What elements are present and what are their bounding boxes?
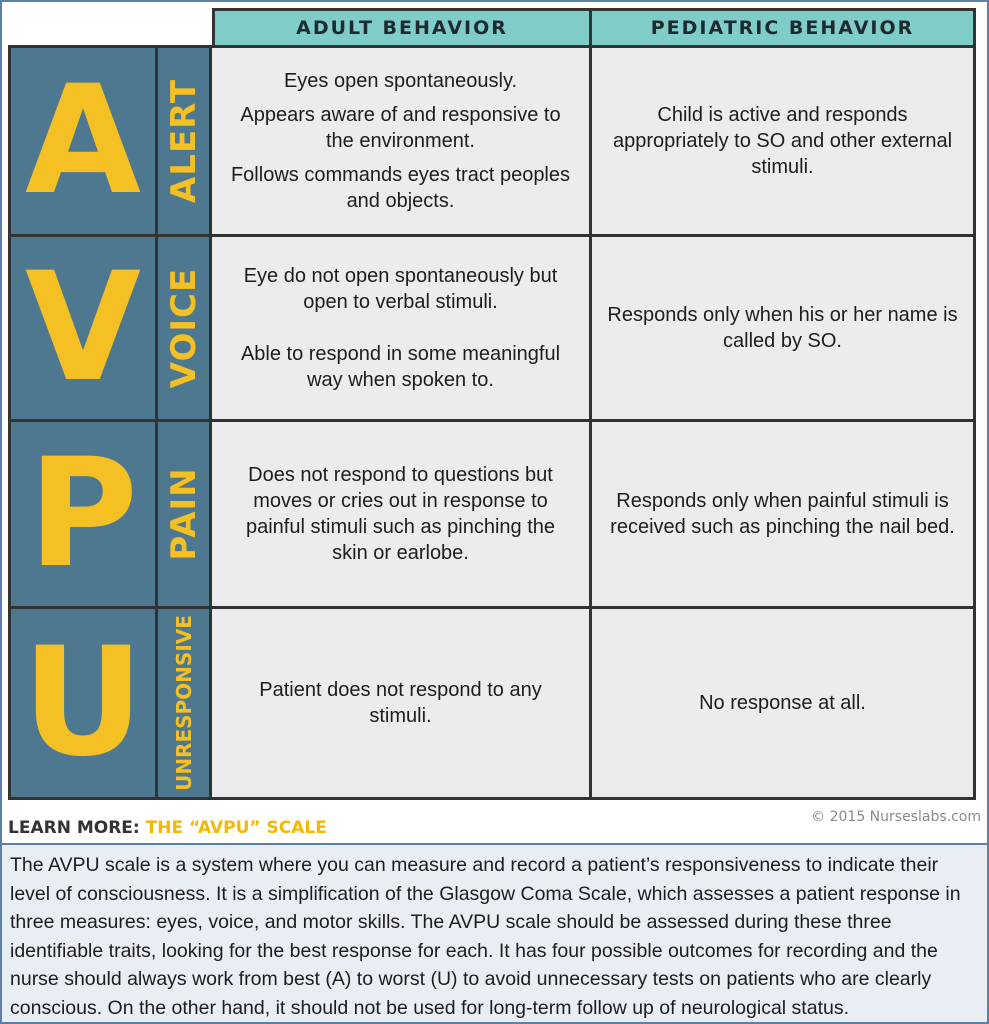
learn-more-title: THE “AVPU” SCALE [145,818,327,838]
table-row-voice [8,234,976,422]
header-pediatric-behavior: PEDIATRIC BEHAVIOR [592,8,976,48]
letter-v: V [8,234,158,422]
letter-u: U [8,606,158,800]
cell-text: Eye do not open spontaneously but open to verbal stimuli. [243,265,558,313]
cell-pain-adult [212,419,592,609]
cell-text: Does not respond to questions but moves or cries out in response to painful stimuli such as pinching the skin or earlobe. [245,464,556,564]
table-row-alert [8,45,976,237]
letter-p: P [8,419,158,609]
cell-unresponsive-adult [212,606,592,800]
cell-unresponsive-pediatric [592,606,976,800]
label-voice [158,234,212,422]
cell-text: Responds only when painful stimuli is received such as pinching the nail bed. [610,490,955,538]
label-pain-text: PAIN [163,467,204,561]
cell-text: No response at all. [699,692,866,714]
label-pain [158,419,212,609]
label-alert [158,45,212,237]
cell-alert-adult [212,45,592,237]
copyright-notice: © 2015 Nurseslabs.com [811,809,981,825]
cell-text: Follows commands eyes tract peoples and objects. [230,164,571,212]
table-row-pain [8,419,976,609]
table-row-unresponsive [8,606,976,800]
header-adult-behavior: ADULT BEHAVIOR [212,8,592,48]
cell-text: Patient does not respond to any stimuli. [259,679,542,727]
table-header [212,8,976,48]
cell-pain-pediatric [592,419,976,609]
cell-voice-adult [212,234,592,422]
cell-alert-pediatric [592,45,976,237]
cell-text: Eyes open spontaneously. [283,70,518,92]
cell-text: Responds only when his or her name is called by SO. [607,304,958,352]
label-voice-text: VOICE [163,267,204,389]
learn-more-heading [8,818,327,838]
cell-text: Able to respond in some meaningful way when spoken to. [240,343,561,391]
label-unresponsive-text: UNRESPONSIVE [171,615,196,791]
label-unresponsive [158,606,212,800]
label-alert-text: ALERT [163,78,204,204]
learn-more-prefix: LEARN MORE: [8,818,140,838]
cell-text: Appears aware of and responsive to the environment. [240,104,561,152]
cell-voice-pediatric [592,234,976,422]
letter-a: A [8,45,158,237]
description-paragraph: The AVPU scale is a system where you can measure and record a patient’s responsiveness to indicate their level of consciousness. It is a simplification of the Glasgow Coma Scale, which assesses a patient response in three measures: eyes, voice, and motor skills. The AVPU scale should be assessed during these three identifiable traits, looking for the best response for each. It has four possible outcomes for recording and the nurse should always work from best (A) to worst (U) to avoid unnecessary tests on patients who are clearly conscious. On the other hand, it should not be used for long-term follow up of neurological status. [2,843,987,1022]
cell-text: Child is active and responds appropriately to SO and other external stimuli. [612,104,953,178]
